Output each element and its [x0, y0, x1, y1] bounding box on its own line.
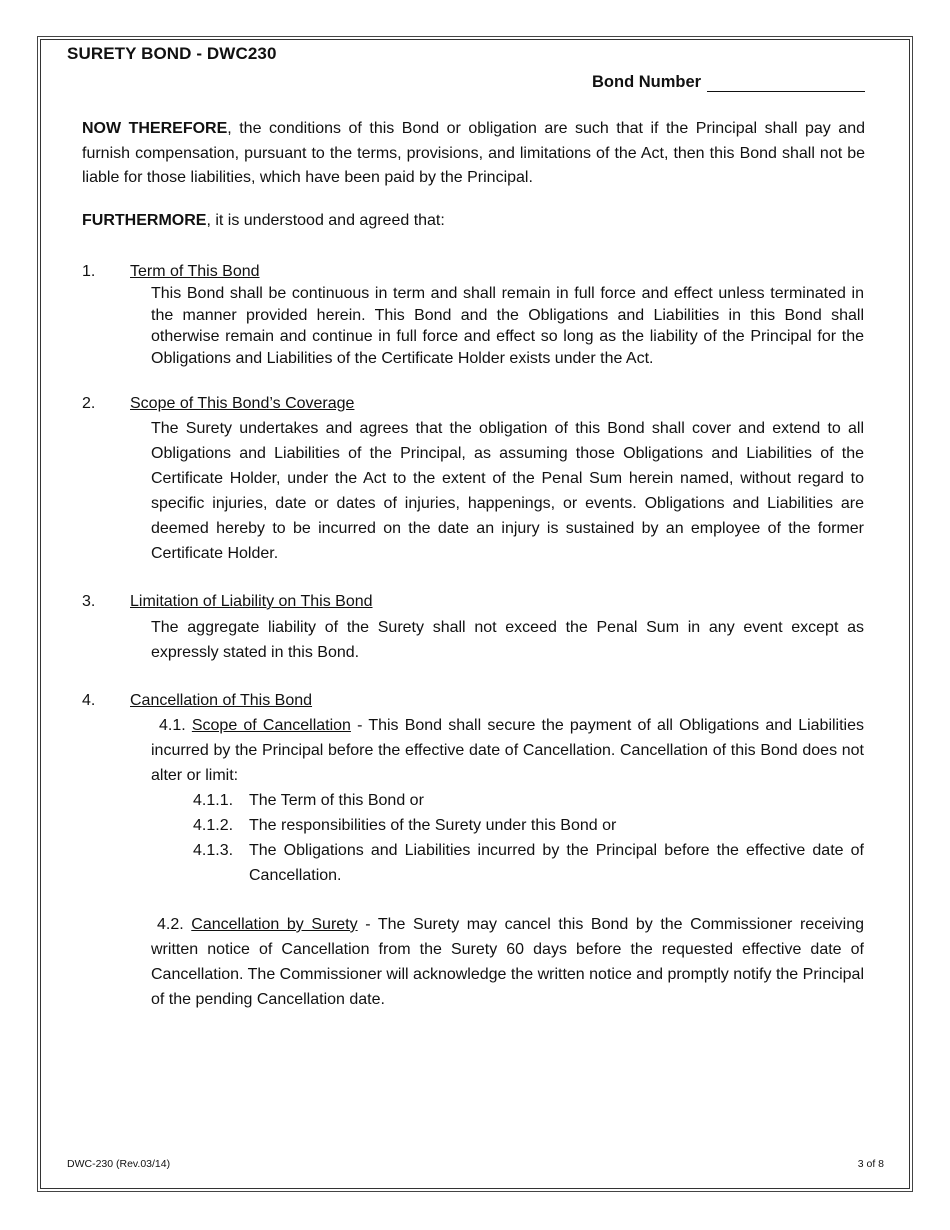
- subsection-4-1-list: [193, 788, 864, 888]
- now-therefore-lead: NOW THEREFORE: [82, 120, 228, 137]
- section-1-number: 1.: [82, 263, 96, 280]
- list-item: [193, 838, 864, 888]
- bond-number-blank-line: [707, 72, 865, 92]
- subsection-4-1-body: - This Bond shall secure the payment of all Obligations and Liabilities incurred by the Principal before the effective date of Cancellation. Cancellation of this Bond does not alter or limit:: [151, 717, 864, 784]
- list-item-number: 4.1.1.: [193, 792, 234, 809]
- section-3-heading: Limitation of Liability on This Bond: [130, 593, 373, 610]
- furthermore-paragraph: [82, 209, 865, 234]
- list-item-text: The Term of this Bond or: [249, 792, 424, 809]
- subsection-4-2-heading: Cancellation by Surety: [191, 916, 358, 933]
- section-3-body: The aggregate liability of the Surety shall not exceed the Penal Sum in any event except as expressly stated in this Bond.: [151, 619, 864, 661]
- now-therefore-paragraph: [82, 117, 865, 191]
- subsection-4-1-number: 4.1.: [159, 717, 186, 734]
- furthermore-lead: FURTHERMORE: [82, 212, 207, 229]
- list-item: [193, 813, 864, 838]
- subsection-4-1-heading: Scope of Cancellation: [191, 717, 351, 734]
- list-item-number: 4.1.2.: [193, 817, 234, 834]
- list-item-text: The Obligations and Liabilities incurred by the Principal before the effective date of Cancellation.: [249, 842, 864, 884]
- list-item-text: The responsibilities of the Surety under this Bond or: [249, 817, 617, 834]
- section-4-number: 4.: [82, 692, 96, 709]
- document-title: SURETY BOND - DWC230: [67, 44, 277, 63]
- section-4-heading: Cancellation of This Bond: [130, 692, 313, 709]
- section-2-body: The Surety undertakes and agrees that the obligation of this Bond shall cover and extend to all Obligations and Liabilities of the Principal, as assuming those Obligations and Liabilities of the Certificate Holder, under the Act to the extent of the Penal Sum herein named, without regard to specific injuries, date or dates of injuries, happenings, or events. Obligations and Liabilities are deemed hereby to be incurred on the date an injury is sustained by an employee of the former Certificate Holder.: [151, 420, 864, 562]
- subsection-4-1: [151, 713, 864, 788]
- bond-number-field: [592, 72, 865, 92]
- subsection-4-2: [151, 912, 864, 1012]
- footer-page-number: 3 of 8: [857, 1158, 884, 1170]
- footer-form-id: DWC-230 (Rev.03/14): [67, 1158, 171, 1170]
- subsection-4-2-number: 4.2.: [157, 916, 184, 933]
- section-3-number: 3.: [82, 593, 96, 610]
- section-1-body: This Bond shall be continuous in term and shall remain in full force and effect unless terminated in the manner provided herein. This Bond and the Obligations and Liabilities in this Bond shall otherwise remain and continue in full force and effect so long as the liability of the Principal for the Obligations and Liabilities of the Certificate Holder exists under the Act.: [151, 285, 864, 367]
- section-2-number: 2.: [82, 395, 96, 412]
- section-2-heading: Scope of This Bond’s Coverage: [130, 395, 355, 412]
- list-item-number: 4.1.3.: [193, 842, 234, 859]
- section-1-heading: Term of This Bond: [130, 263, 260, 280]
- now-therefore-text: , the conditions of this Bond or obligation are such that if the Principal shall pay and furnish compensation, pursuant to the terms, provisions, and limitations of the Act, then this Bond shall not be liable for those liabilities, which have been paid by the Principal.: [82, 120, 865, 186]
- furthermore-text: , it is understood and agreed that:: [206, 212, 445, 229]
- subsection-4-2-body: - The Surety may cancel this Bond by the Commissioner receiving written notice of Cancellation from the Surety 60 days before the requested effective date of Cancellation. The Commissioner will acknowledge the written notice and promptly notify the Principal of the pending Cancellation date.: [151, 916, 864, 1008]
- bond-number-label: Bond Number: [592, 73, 702, 91]
- list-item: [193, 788, 864, 813]
